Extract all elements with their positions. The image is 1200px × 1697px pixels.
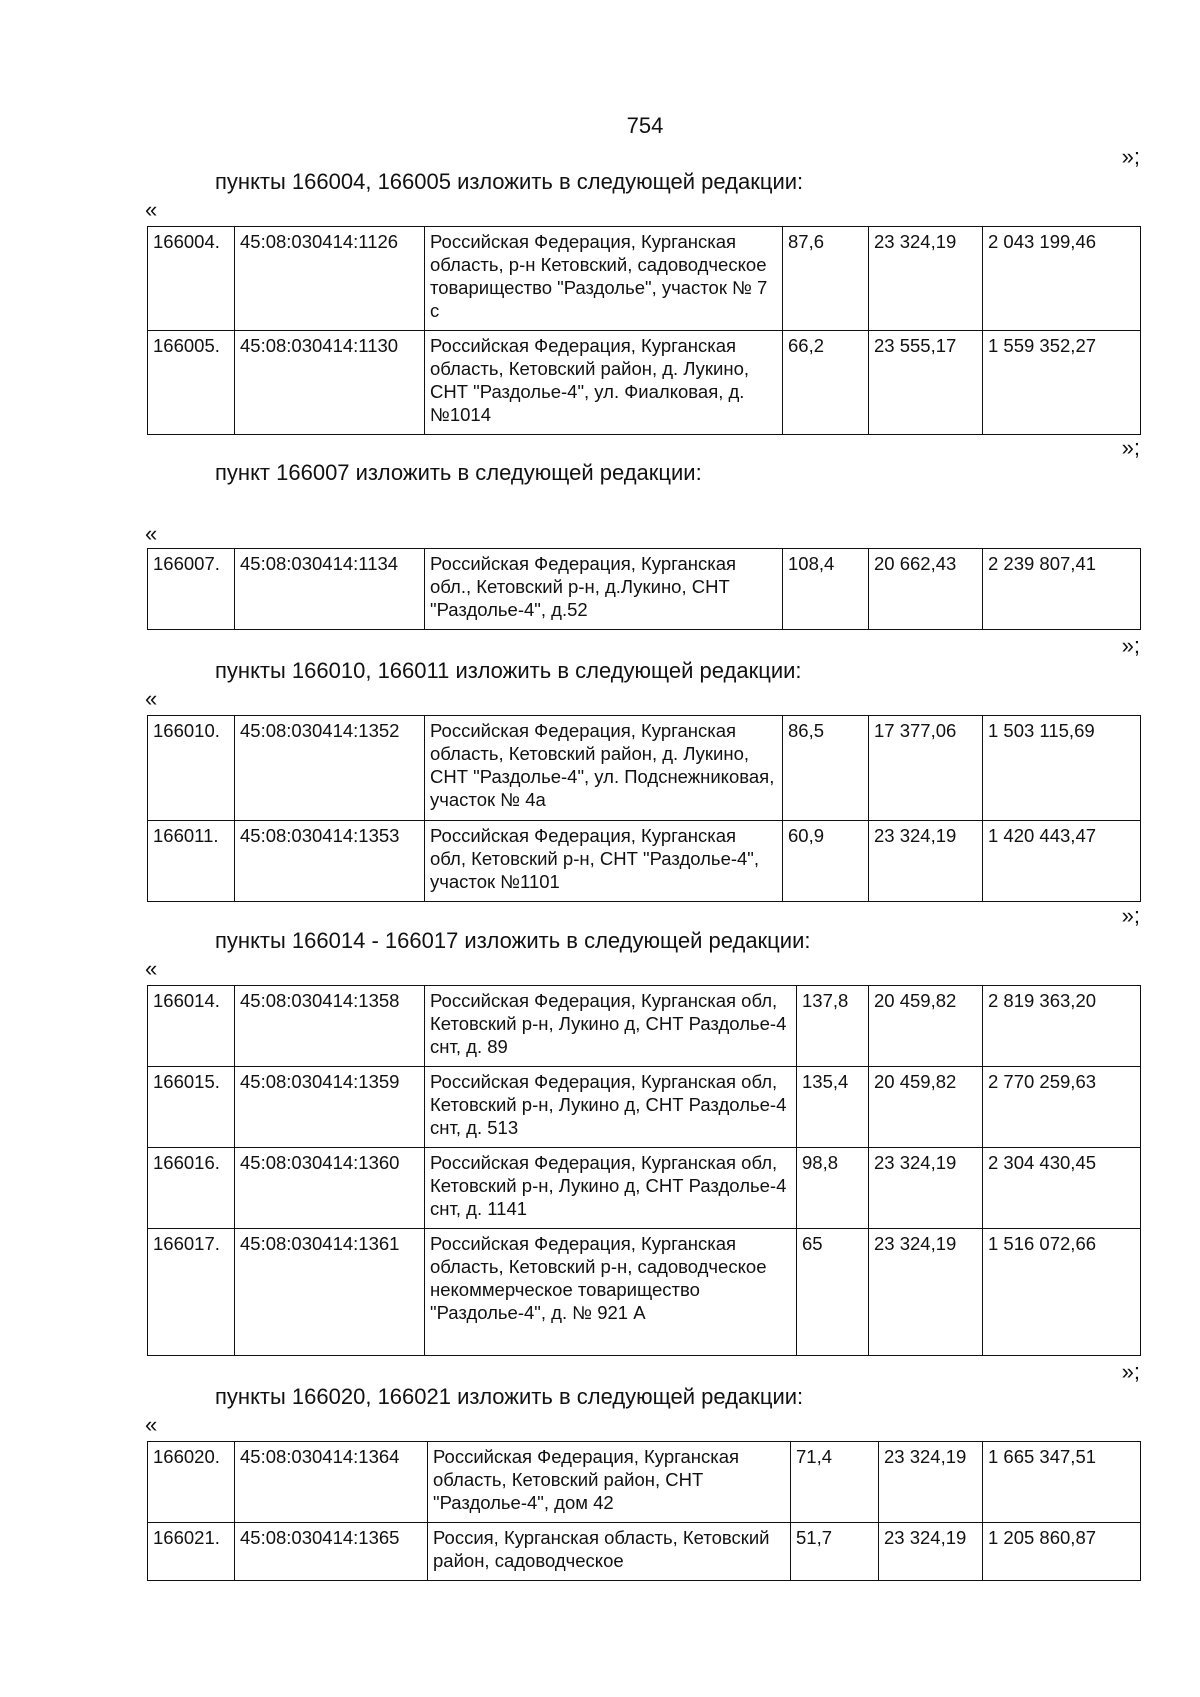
- cadastral-number: 45:08:030414:1364: [235, 1442, 428, 1523]
- address: Российская Федерация, Курганская область, Кетовский район, д. Лукино, СНТ "Раздолье-4", ул. Подснежниковая, участок № 4а: [425, 716, 783, 821]
- cadastral-number: 45:08:030414:1361: [235, 1229, 425, 1356]
- table-row: [148, 821, 1141, 902]
- closing-quote: »;: [1121, 144, 1140, 169]
- price: 23 555,17: [869, 331, 983, 435]
- table-row: [148, 716, 1141, 821]
- cadastral-value: 1 516 072,66: [983, 1229, 1141, 1356]
- item-number: 166017.: [148, 1229, 235, 1356]
- closing-quote: »;: [1121, 903, 1140, 928]
- table-row: [148, 1148, 1141, 1229]
- cadastral-number: 45:08:030414:1358: [235, 986, 425, 1067]
- area: 86,5: [783, 716, 869, 821]
- area: 65: [797, 1229, 869, 1356]
- section-heading: пункты 166020, 166021 изложить в следующей редакции:: [215, 1384, 804, 1409]
- section-heading: пункты 166004, 166005 изложить в следующей редакции:: [215, 169, 804, 194]
- cadastral-value: 2 304 430,45: [983, 1148, 1141, 1229]
- area: 71,4: [791, 1442, 879, 1523]
- opening-quote: «: [145, 686, 158, 711]
- address: Российская Федерация, Курганская область, Кетовский р-н, садоводческое некоммерческое товарищество "Раздолье-4", д. № 921 А: [425, 1229, 797, 1356]
- cadastral-number: 45:08:030414:1365: [235, 1523, 428, 1581]
- address: Российская Федерация, Курганская обл, Кетовский р-н, Лукино д, СНТ Раздолье-4 снт, д. 513: [425, 1067, 797, 1148]
- section-heading: пункты 166014 - 166017 изложить в следующей редакции:: [215, 928, 811, 953]
- address: Российская Федерация, Курганская обл, Кетовский р-н, Лукино д, СНТ Раздолье-4 снт, д. 1141: [425, 1148, 797, 1229]
- opening-quote: «: [145, 197, 158, 222]
- price: 23 324,19: [869, 227, 983, 331]
- item-number: 166015.: [148, 1067, 235, 1148]
- cadastral-number: 45:08:030414:1360: [235, 1148, 425, 1229]
- price: 23 324,19: [869, 1229, 983, 1356]
- cadastral-number: 45:08:030414:1134: [235, 549, 425, 630]
- page-number: 754: [626, 113, 664, 138]
- closing-quote: »;: [1121, 435, 1140, 460]
- area: 66,2: [783, 331, 869, 435]
- table-row: [148, 549, 1141, 630]
- cadastral-value: 1 503 115,69: [983, 716, 1141, 821]
- cadastral-number: 45:08:030414:1130: [235, 331, 425, 435]
- table-row: [148, 986, 1141, 1067]
- area: 137,8: [797, 986, 869, 1067]
- item-number: 166004.: [148, 227, 235, 331]
- items-table: [147, 226, 1141, 435]
- price: 23 324,19: [879, 1442, 983, 1523]
- cadastral-value: 1 559 352,27: [983, 331, 1141, 435]
- closing-quote: »;: [1121, 1359, 1140, 1384]
- price: 23 324,19: [869, 1148, 983, 1229]
- area: 60,9: [783, 821, 869, 902]
- items-table: [147, 715, 1141, 902]
- area: 135,4: [797, 1067, 869, 1148]
- cadastral-value: 1 420 443,47: [983, 821, 1141, 902]
- price: 23 324,19: [869, 821, 983, 902]
- opening-quote: «: [145, 521, 158, 546]
- area: 108,4: [783, 549, 869, 630]
- table-row: [148, 1523, 1141, 1581]
- table-row: [148, 331, 1141, 435]
- item-number: 166010.: [148, 716, 235, 821]
- cadastral-number: 45:08:030414:1353: [235, 821, 425, 902]
- area: 98,8: [797, 1148, 869, 1229]
- opening-quote: «: [145, 956, 158, 981]
- price: 23 324,19: [879, 1523, 983, 1581]
- address: Российская Федерация, Курганская область, р-н Кетовский, садоводческое товарищество "Раздолье", участок № 7 с: [425, 227, 783, 331]
- cadastral-value: 2 043 199,46: [983, 227, 1141, 331]
- price: 20 662,43: [869, 549, 983, 630]
- item-number: 166005.: [148, 331, 235, 435]
- address: Российская Федерация, Курганская обл, Кетовский р-н, Лукино д, СНТ Раздолье-4 снт, д. 89: [425, 986, 797, 1067]
- table-row: [148, 1067, 1141, 1148]
- item-number: 166020.: [148, 1442, 235, 1523]
- section-heading: пункт 166007 изложить в следующей редакции:: [215, 460, 702, 485]
- address: Российская Федерация, Курганская обл., Кетовский р-н, д.Лукино, СНТ "Раздолье-4", д.52: [425, 549, 783, 630]
- opening-quote: «: [145, 1412, 158, 1437]
- area: 51,7: [791, 1523, 879, 1581]
- items-table: [147, 985, 1141, 1356]
- cadastral-value: 1 665 347,51: [983, 1442, 1141, 1523]
- area: 87,6: [783, 227, 869, 331]
- price: 17 377,06: [869, 716, 983, 821]
- items-table: [147, 548, 1141, 630]
- cadastral-value: 1 205 860,87: [983, 1523, 1141, 1581]
- item-number: 166007.: [148, 549, 235, 630]
- section-heading: пункты 166010, 166011 изложить в следующей редакции:: [215, 658, 802, 683]
- items-table: [147, 1441, 1141, 1581]
- address: Российская Федерация, Курганская область, Кетовский район, СНТ "Раздолье-4", дом 42: [428, 1442, 791, 1523]
- item-number: 166011.: [148, 821, 235, 902]
- cadastral-value: 2 770 259,63: [983, 1067, 1141, 1148]
- address: Россия, Курганская область, Кетовский район, садоводческое: [428, 1523, 791, 1581]
- cadastral-value: 2 819 363,20: [983, 986, 1141, 1067]
- cadastral-number: 45:08:030414:1126: [235, 227, 425, 331]
- price: 20 459,82: [869, 1067, 983, 1148]
- closing-quote: »;: [1121, 633, 1140, 658]
- table-row: [148, 227, 1141, 331]
- item-number: 166021.: [148, 1523, 235, 1581]
- table-row: [148, 1229, 1141, 1356]
- cadastral-value: 2 239 807,41: [983, 549, 1141, 630]
- item-number: 166016.: [148, 1148, 235, 1229]
- table-row: [148, 1442, 1141, 1523]
- address: Российская Федерация, Курганская область, Кетовский район, д. Лукино, СНТ "Раздолье-4", ул. Фиалковая, д. №1014: [425, 331, 783, 435]
- address: Российская Федерация, Курганская обл, Кетовский р-н, СНТ "Раздолье-4", участок №1101: [425, 821, 783, 902]
- price: 20 459,82: [869, 986, 983, 1067]
- item-number: 166014.: [148, 986, 235, 1067]
- cadastral-number: 45:08:030414:1359: [235, 1067, 425, 1148]
- cadastral-number: 45:08:030414:1352: [235, 716, 425, 821]
